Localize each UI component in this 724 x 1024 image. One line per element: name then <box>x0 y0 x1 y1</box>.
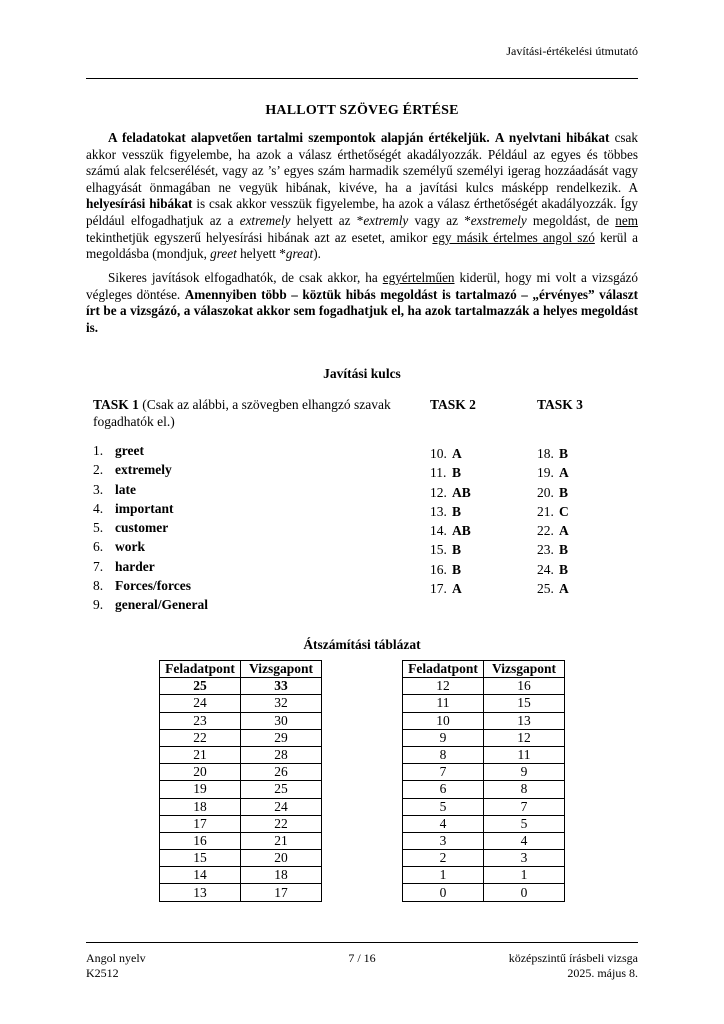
footer-subject: Angol nyelv <box>86 951 146 965</box>
page-number: 7 / 16 <box>348 951 376 965</box>
item-answer: C <box>559 503 569 519</box>
feladatpont-cell: 10 <box>403 712 484 729</box>
task1-answer-item <box>93 595 208 614</box>
item-number: 15. <box>430 542 447 558</box>
task1-answer-item <box>93 537 208 556</box>
vizsgapont-cell: 5 <box>484 815 565 832</box>
feladatpont-cell: 12 <box>403 678 484 695</box>
task2-answer-list <box>430 444 471 598</box>
item-number: 14. <box>430 523 447 539</box>
task3-answer-item <box>537 444 569 463</box>
item-answer: work <box>115 539 145 555</box>
table-row <box>403 746 565 763</box>
vizsgapont-cell: 29 <box>241 729 322 746</box>
item-number: 17. <box>430 581 447 597</box>
item-number: 3. <box>93 481 104 497</box>
table-row <box>403 781 565 798</box>
vizsgapont-cell: 24 <box>241 798 322 815</box>
table-row <box>160 867 322 884</box>
feladatpont-cell: 23 <box>160 712 241 729</box>
item-number: 13. <box>430 503 447 519</box>
feladatpont-cell: 22 <box>160 729 241 746</box>
vizsgapont-cell: 8 <box>484 781 565 798</box>
item-answer: B <box>559 446 569 461</box>
task1-heading: TASK 1 (Csak az alábbi, a szövegben elhangzó szavak fogadhatók el.) <box>93 397 391 429</box>
table-row <box>160 764 322 781</box>
column-header-vizsgapont: Vizsgapont <box>484 661 565 678</box>
task2-answer-item <box>430 444 471 463</box>
table-row <box>403 832 565 849</box>
feladatpont-cell: 18 <box>160 798 241 815</box>
item-answer: harder <box>115 558 155 574</box>
task1-answer-item <box>93 499 208 518</box>
table-row <box>160 798 322 815</box>
task1-answer-item <box>93 518 208 537</box>
item-answer: general/General <box>115 597 208 613</box>
table-row <box>160 729 322 746</box>
item-answer: A <box>559 465 569 481</box>
vizsgapont-cell: 32 <box>241 695 322 712</box>
table-row <box>160 884 322 901</box>
vizsgapont-cell: 25 <box>241 781 322 798</box>
item-answer: late <box>115 481 136 497</box>
table-row <box>160 695 322 712</box>
conversion-table-right <box>402 660 565 902</box>
item-number: 21. <box>537 503 554 519</box>
item-answer: AB <box>452 523 471 539</box>
answer-key-title: Javítási kulcs <box>323 366 401 381</box>
task3-answer-item <box>537 521 569 540</box>
task3-answer-item <box>537 540 569 559</box>
vizsgapont-cell: 33 <box>241 678 322 695</box>
task3-answer-item <box>537 579 569 598</box>
vizsgapont-cell: 13 <box>484 712 565 729</box>
vizsgapont-cell: 11 <box>484 746 565 763</box>
table-row <box>403 815 565 832</box>
vizsgapont-cell: 28 <box>241 746 322 763</box>
vizsgapont-cell: 0 <box>484 884 565 901</box>
item-answer: A <box>452 446 462 461</box>
table-row <box>403 695 565 712</box>
feladatpont-cell: 6 <box>403 781 484 798</box>
item-number: 16. <box>430 561 447 577</box>
feladatpont-cell: 14 <box>160 867 241 884</box>
vizsgapont-cell: 3 <box>484 850 565 867</box>
vizsgapont-cell: 21 <box>241 832 322 849</box>
item-answer: A <box>559 581 569 597</box>
task3-answer-list <box>537 444 569 598</box>
vizsgapont-cell: 17 <box>241 884 322 901</box>
table-row <box>403 712 565 729</box>
vizsgapont-cell: 4 <box>484 832 565 849</box>
task2-answer-item <box>430 540 471 559</box>
task1-answer-item <box>93 480 208 499</box>
task2-heading: TASK 2 <box>430 397 476 412</box>
table-row <box>160 712 322 729</box>
footer-right <box>509 951 638 981</box>
task3-answer-item <box>537 560 569 579</box>
table-row <box>160 678 322 695</box>
task2-answer-item <box>430 521 471 540</box>
feladatpont-cell: 16 <box>160 832 241 849</box>
vizsgapont-cell: 26 <box>241 764 322 781</box>
feladatpont-cell: 19 <box>160 781 241 798</box>
conversion-table-left <box>159 660 322 902</box>
table-row <box>160 832 322 849</box>
corrections-paragraph: Sikeres javítások elfogadhatók, de csak akkor, ha egyértelműen kiderül, hogy mi volt a vizsgázó végleges döntése. Amennyiben több – köztük hibás megoldást is tartalmazó – „érvényes” választ írt be a vizsgázó, a válaszokat akkor sem fogadhatjuk el, ha azok tartalmazzák a helyes megoldást is. <box>86 270 639 335</box>
task2-answer-item <box>430 483 471 502</box>
task1-answer-list <box>93 441 208 615</box>
vizsgapont-cell: 7 <box>484 798 565 815</box>
item-answer: B <box>452 503 462 519</box>
item-number: 7. <box>93 558 104 574</box>
table-row <box>403 884 565 901</box>
item-number: 10. <box>430 446 447 461</box>
column-header-vizsgapont: Vizsgapont <box>241 661 322 678</box>
table-row <box>160 746 322 763</box>
table-row <box>403 678 565 695</box>
item-number: 25. <box>537 581 554 597</box>
feladatpont-cell: 2 <box>403 850 484 867</box>
item-number: 1. <box>93 443 104 458</box>
item-number: 4. <box>93 500 104 516</box>
item-answer: greet <box>115 443 144 458</box>
table-row <box>403 798 565 815</box>
feladatpont-cell: 15 <box>160 850 241 867</box>
feladatpont-cell: 8 <box>403 746 484 763</box>
task3-answer-item <box>537 502 569 521</box>
vizsgapont-cell: 18 <box>241 867 322 884</box>
item-answer: A <box>452 581 462 597</box>
item-number: 23. <box>537 542 554 558</box>
item-number: 18. <box>537 446 554 461</box>
table-row <box>160 815 322 832</box>
vizsgapont-cell: 12 <box>484 729 565 746</box>
item-number: 2. <box>93 462 104 478</box>
item-number: 19. <box>537 465 554 481</box>
running-header: Javítási-értékelési útmutató <box>506 44 638 58</box>
feladatpont-cell: 1 <box>403 867 484 884</box>
table-row <box>403 729 565 746</box>
feladatpont-cell: 3 <box>403 832 484 849</box>
vizsgapont-cell: 20 <box>241 850 322 867</box>
conversion-table-title: Átszámítási táblázat <box>303 637 421 652</box>
vizsgapont-cell: 22 <box>241 815 322 832</box>
feladatpont-cell: 4 <box>403 815 484 832</box>
feladatpont-cell: 20 <box>160 764 241 781</box>
task1-answer-item <box>93 576 208 595</box>
task2-answer-item <box>430 579 471 598</box>
feladatpont-cell: 7 <box>403 764 484 781</box>
item-answer: B <box>559 542 569 558</box>
vizsgapont-cell: 30 <box>241 712 322 729</box>
feladatpont-cell: 0 <box>403 884 484 901</box>
item-number: 5. <box>93 520 104 536</box>
table-row <box>403 764 565 781</box>
task1-answer-item <box>93 441 208 460</box>
feladatpont-cell: 21 <box>160 746 241 763</box>
item-answer: important <box>115 500 174 516</box>
task1-answer-item <box>93 557 208 576</box>
feladatpont-cell: 13 <box>160 884 241 901</box>
item-answer: customer <box>115 520 169 536</box>
column-header-feladatpont: Feladatpont <box>403 661 484 678</box>
table-row <box>160 781 322 798</box>
column-header-feladatpont: Feladatpont <box>160 661 241 678</box>
table-row <box>160 850 322 867</box>
item-answer: extremely <box>115 462 172 478</box>
item-answer: B <box>559 561 569 577</box>
item-answer: B <box>452 542 462 558</box>
item-answer: B <box>559 484 569 500</box>
vizsgapont-cell: 1 <box>484 867 565 884</box>
task2-answer-item <box>430 463 471 482</box>
feladatpont-cell: 11 <box>403 695 484 712</box>
item-number: 6. <box>93 539 104 555</box>
table-row <box>403 850 565 867</box>
item-number: 8. <box>93 578 104 594</box>
feladatpont-cell: 24 <box>160 695 241 712</box>
vizsgapont-cell: 9 <box>484 764 565 781</box>
footer-date: 2025. május 8. <box>567 966 638 980</box>
footer-rule <box>86 942 638 943</box>
item-number: 24. <box>537 561 554 577</box>
task2-answer-item <box>430 560 471 579</box>
feladatpont-cell: 25 <box>160 678 241 695</box>
item-answer: Forces/forces <box>115 578 191 594</box>
item-answer: B <box>452 465 462 481</box>
task3-answer-item <box>537 483 569 502</box>
item-number: 20. <box>537 484 554 500</box>
item-answer: AB <box>452 484 471 500</box>
table-row <box>403 867 565 884</box>
task1-answer-item <box>93 460 208 479</box>
intro-paragraph: A feladatokat alapvetően tartalmi szempontok alapján értékeljük. A nyelvtani hibákat csak akkor vesszük figyelembe, ha azok a válasz érthetőségét akadályozzák. Például az egyes és többes számú alak felcserélését, vagy az ’s’ egyes szám harmadik személyű személyi igerag hozzáadását vagy elhagyását önmagában ne vegyük hibának, kivéve, ha a javítási kulcs másképp rendelkezik. A helyesírási hibákat is csak akkor vesszük figyelembe, ha azok a válasz érthetőségét akadályozzák. Így például elfogadhatjuk az a extremely helyett az *extremly vagy az *exstremely megoldást, de nem tekinthetjük egyszerű helyesírási hibának azt az esetet, amikor egy másik értelmes angol szó kerül a megoldásba (mondjuk, greet helyett *great). <box>86 130 639 262</box>
feladatpont-cell: 5 <box>403 798 484 815</box>
item-answer: A <box>559 523 569 539</box>
feladatpont-cell: 17 <box>160 815 241 832</box>
header-rule <box>86 78 638 79</box>
task3-answer-item <box>537 463 569 482</box>
footer-code: K2512 <box>86 966 119 980</box>
item-number: 22. <box>537 523 554 539</box>
feladatpont-cell: 9 <box>403 729 484 746</box>
section-title: HALLOTT SZÖVEG ÉRTÉSE <box>265 103 459 118</box>
task3-heading: TASK 3 <box>537 397 583 412</box>
item-answer: B <box>452 561 462 577</box>
item-number: 11. <box>430 465 447 481</box>
item-number: 9. <box>93 597 104 613</box>
task2-answer-item <box>430 502 471 521</box>
vizsgapont-cell: 15 <box>484 695 565 712</box>
footer-exam-level: középszintű írásbeli vizsga <box>508 951 638 965</box>
item-number: 12. <box>430 484 447 500</box>
vizsgapont-cell: 16 <box>484 678 565 695</box>
